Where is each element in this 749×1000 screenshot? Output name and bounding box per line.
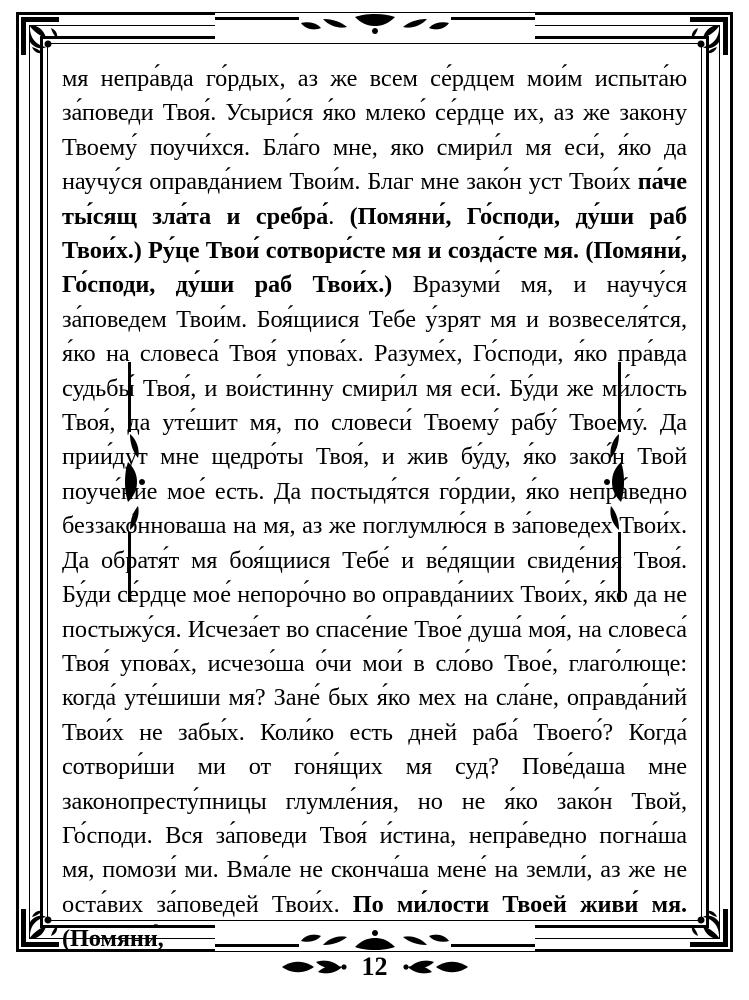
page-number: 12 xyxy=(361,952,388,981)
floral-edge-ornament-icon xyxy=(215,13,535,39)
floral-footer-ornament-icon xyxy=(278,956,348,978)
floral-corner-ornament-icon xyxy=(687,906,731,950)
page-text-body xyxy=(62,62,688,953)
floral-corner-ornament-icon xyxy=(687,14,731,58)
page-footer xyxy=(0,946,749,988)
prayer-paragraph: мя непра́вда го́рдых, аз же всем се́рдцем мои́м испыта́ю за́поведи Твоя́. Усыри́ся я́ко млеко́ се́рдце их, аз же закону Твоему́ поучи́хся. Бла́го мне, яко смири́л мя еси́, я́ко да научу́ся оправда́нием Твои́м. Благ мне зако́н уст Твои́х па́че ты́сящ зла́та и сребра́. (Помяни́, Го́споди, ду́ши раб Твои́х.) Ру́це Твои́ сотвори́сте мя и созда́сте мя. (Помяни́, Го́споди, ду́ши раб Твои́х.) Вразуми́ мя, и научу́ся за́поведем Твои́м. Боя́щиися Тебе у́зрят мя и возвеселя́тся, я́ко на словеса́ Твоя́ упова́х. Разуме́х, Го́споди, я́ко пра́вда судьбы́ Твоя́, и вои́стинну смири́л мя еси́. Бу́ди же ми́лость Твоя́, да уте́шит мя, по словеси́ Твоему́ рабу́ Твоему́. Да прии́дут мне щедро́ты Твоя́, и жив бу́ду, я́ко зако́н Твой поуче́ние мое́ есть. Да постыдя́тся го́рдии, я́ко непра́ведно беззако́нноваша на мя, аз же поглумлю́ся в за́поведех Твои́х. Да обратя́т мя боя́щиися Тебе́ и ве́дящии свиде́ния Твоя́. Бу́ди се́рдце мое́ непоро́чно во оправда́ниих Твои́х, я́ко да не постыжу́ся. Исчеза́ет во спасе́ние Твое́ душа́ моя́, на словеса́ Твоя́ упова́х, исчезо́ша о́чи мои́ в сло́во Твое́, глаго́люще: когда́ уте́шиши мя? Зане́ бых я́ко мех на сла́не, оправда́ний Твои́х не забы́х. Коли́ко есть дней раба́ Твоего́? Когда́ сотвори́ши ми от гоня́щих мя суд? Пове́даша мне законопресту́пницы глумле́ния, но не я́ко зако́н Твой, Го́споди. Вся за́поведи Твоя́ и́стина, непра́ведно погна́ша мя, помози́ ми. Вма́ле не сконча́ша мене́ на земли́, аз же не оста́вих за́поведей Твои́х. По ми́лости Твоей живи́ мя. (Помяни́, xyxy=(62,65,688,953)
floral-corner-ornament-icon xyxy=(18,14,62,58)
floral-footer-ornament-icon xyxy=(402,956,472,978)
floral-corner-ornament-icon xyxy=(18,906,62,950)
